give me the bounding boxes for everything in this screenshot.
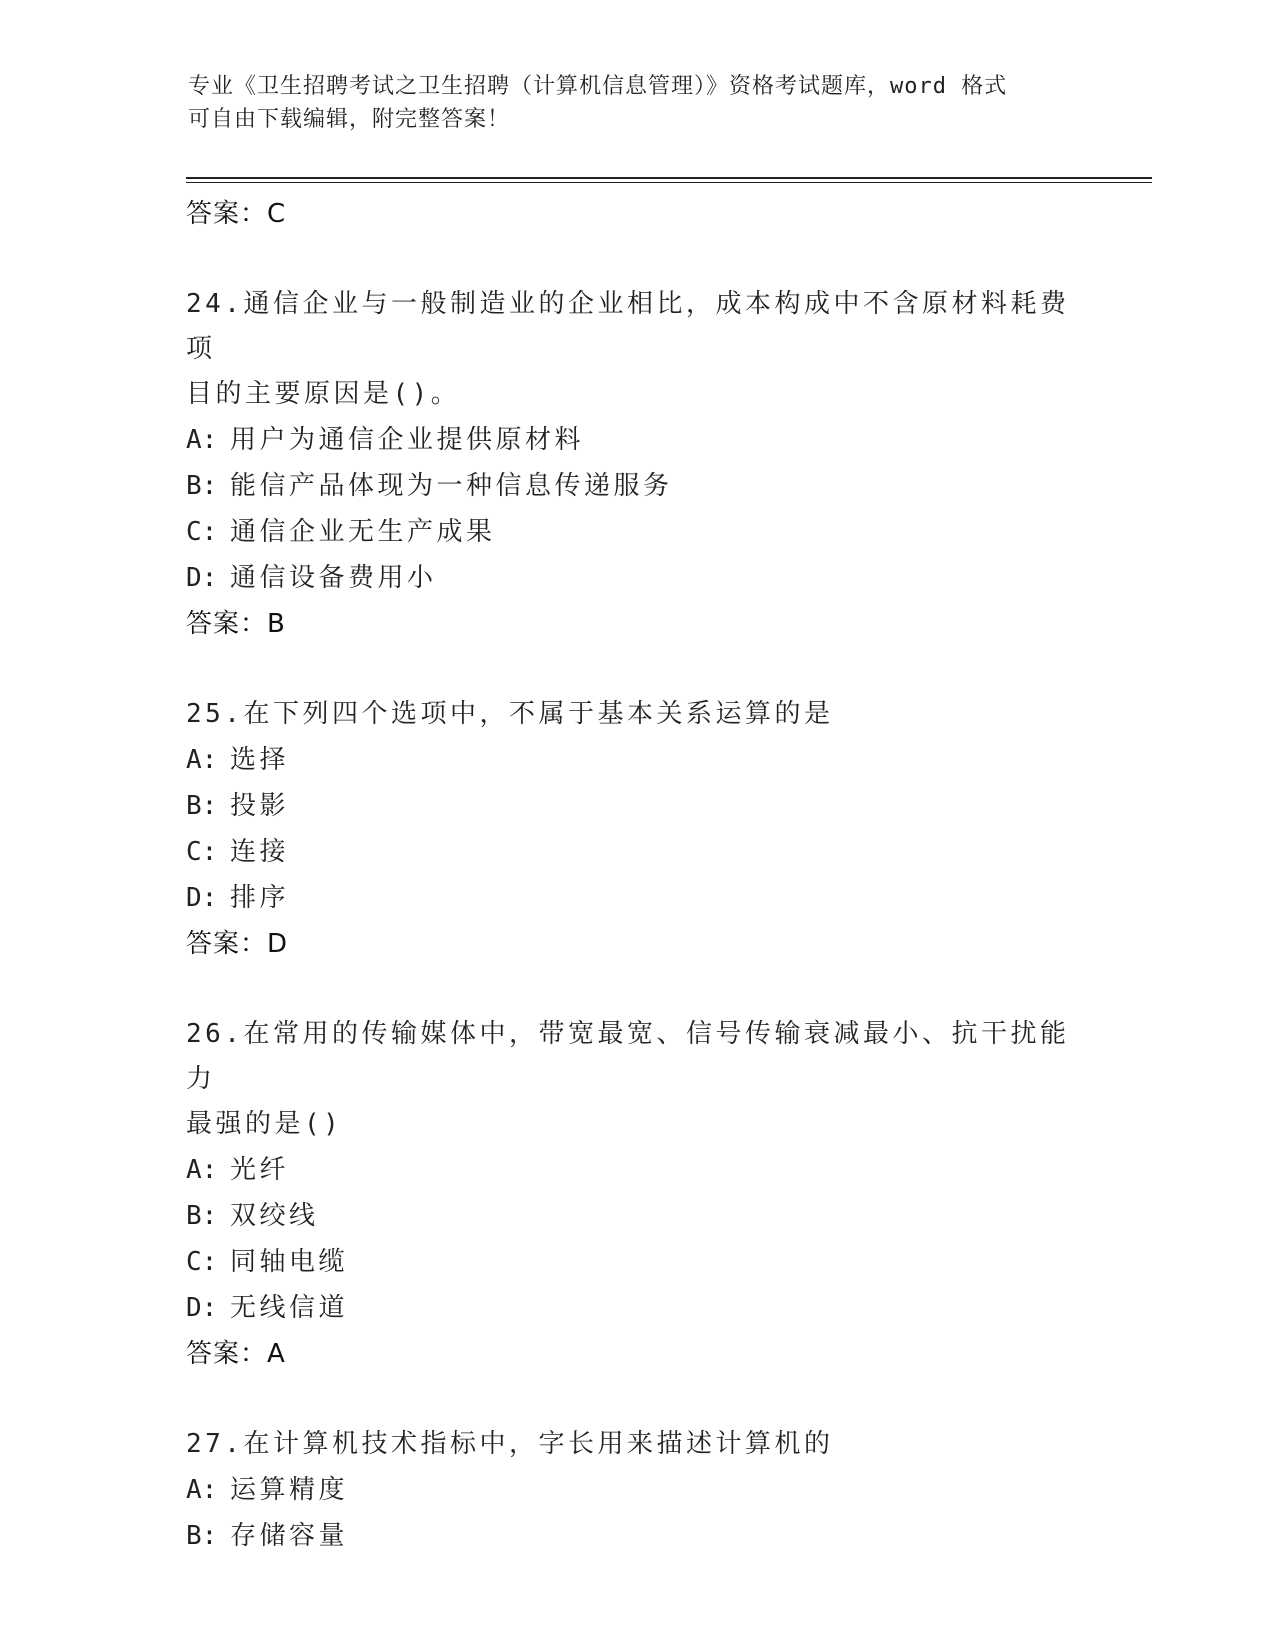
option-text: 无线信道 bbox=[230, 1293, 349, 1323]
option-letter: B: bbox=[186, 791, 218, 821]
option-letter: D: bbox=[186, 883, 218, 913]
question-stem bbox=[186, 1012, 1086, 1147]
option-a bbox=[186, 1467, 1086, 1513]
option-letter: A: bbox=[186, 1475, 218, 1505]
option-text: 存储容量 bbox=[230, 1521, 349, 1551]
option-text: 投影 bbox=[230, 791, 290, 821]
question-26 bbox=[186, 1012, 1086, 1377]
option-b bbox=[186, 1513, 1086, 1559]
question-stem-line-2: 目的主要原因是()。 bbox=[186, 379, 461, 409]
option-letter: C: bbox=[186, 517, 218, 547]
option-text: 运算精度 bbox=[230, 1475, 349, 1505]
option-d bbox=[186, 555, 1086, 601]
option-letter: A: bbox=[186, 425, 218, 455]
option-text: 通信设备费用小 bbox=[230, 563, 437, 593]
option-c bbox=[186, 829, 1086, 875]
question-25 bbox=[186, 692, 1086, 967]
option-letter: C: bbox=[186, 1247, 218, 1277]
question-stem bbox=[186, 1422, 1086, 1467]
option-letter: D: bbox=[186, 563, 218, 593]
question-stem bbox=[186, 692, 1086, 737]
option-text: 连接 bbox=[230, 837, 290, 867]
question-stem bbox=[186, 282, 1086, 417]
question-stem-line-1: 26.在常用的传输媒体中，带宽最宽、信号传输衰减最小、抗干扰能力 bbox=[186, 1019, 1070, 1094]
option-letter: B: bbox=[186, 1521, 218, 1551]
option-text: 选择 bbox=[230, 745, 290, 775]
option-letter: B: bbox=[186, 471, 218, 501]
header-line-1: 专业《卫生招聘考试之卫生招聘（计算机信息管理）》资格考试题库，word 格式 bbox=[188, 74, 1008, 99]
header-line-2: 可自由下载编辑，附完整答案！ bbox=[188, 107, 511, 132]
answer-line: 答案：C bbox=[186, 199, 287, 229]
option-text: 用户为通信企业提供原材料 bbox=[230, 425, 585, 455]
option-b bbox=[186, 1193, 1086, 1239]
question-24 bbox=[186, 282, 1086, 647]
option-text: 排序 bbox=[230, 883, 290, 913]
option-letter: C: bbox=[186, 837, 218, 867]
option-text: 双绞线 bbox=[230, 1201, 319, 1231]
answer-line: 答案：A bbox=[186, 1339, 286, 1369]
option-c bbox=[186, 1239, 1086, 1285]
document-header bbox=[188, 70, 1088, 136]
option-a bbox=[186, 417, 1086, 463]
option-text: 通信企业无生产成果 bbox=[230, 517, 496, 547]
header-rule-thick bbox=[186, 177, 1152, 179]
answer-line: 答案：D bbox=[186, 929, 289, 959]
question-stem-line-1: 25.在下列四个选项中，不属于基本关系运算的是 bbox=[186, 699, 834, 729]
option-letter: A: bbox=[186, 1155, 218, 1185]
option-d bbox=[186, 1285, 1086, 1331]
option-b bbox=[186, 463, 1086, 509]
option-text: 光纤 bbox=[230, 1155, 290, 1185]
question-27 bbox=[186, 1422, 1086, 1559]
option-text: 同轴电缆 bbox=[230, 1247, 349, 1277]
question-stem-line-1: 24.通信企业与一般制造业的企业相比，成本构成中不含原材料耗费项 bbox=[186, 289, 1070, 364]
question-stem-line-2: 最强的是() bbox=[186, 1109, 343, 1139]
header-rule-thin bbox=[186, 182, 1152, 183]
option-d bbox=[186, 875, 1086, 921]
question-list bbox=[186, 191, 1086, 1559]
option-a bbox=[186, 737, 1086, 783]
question-stem-line-1: 27.在计算机技术指标中，字长用来描述计算机的 bbox=[186, 1429, 834, 1459]
option-text: 能信产品体现为一种信息传递服务 bbox=[230, 471, 673, 501]
option-letter: D: bbox=[186, 1293, 218, 1323]
option-a bbox=[186, 1147, 1086, 1193]
option-letter: B: bbox=[186, 1201, 218, 1231]
option-letter: A: bbox=[186, 745, 218, 775]
answer-line: 答案：B bbox=[186, 609, 286, 639]
option-b bbox=[186, 783, 1086, 829]
option-c bbox=[186, 509, 1086, 555]
